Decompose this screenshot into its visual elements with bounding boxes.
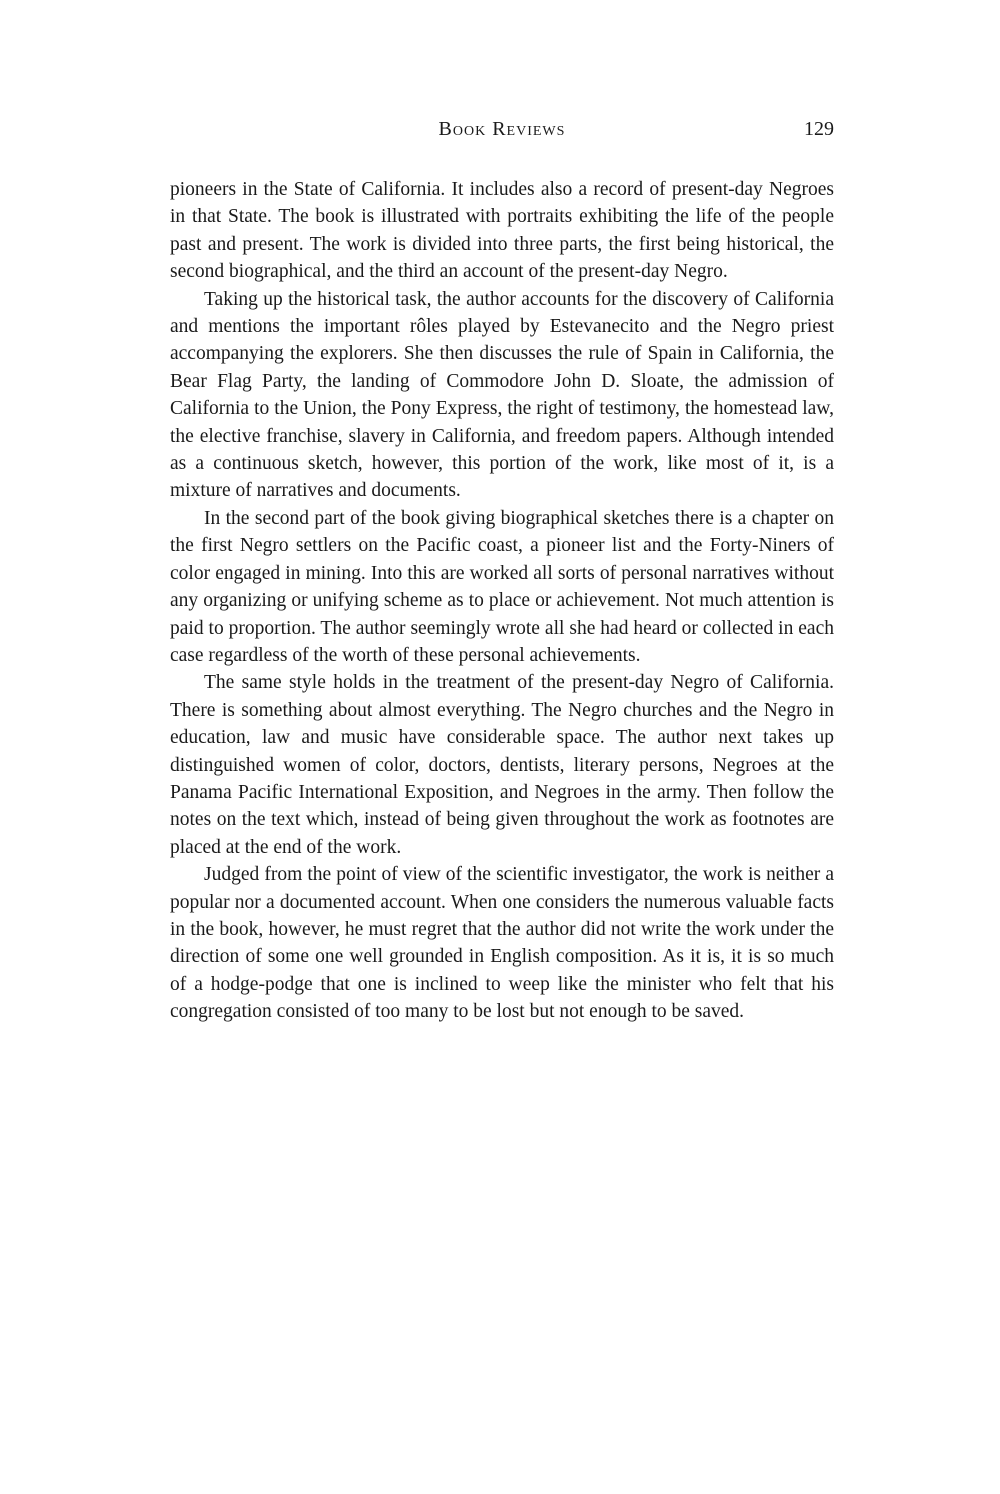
book-page <box>170 118 834 1026</box>
review-body <box>170 176 834 1026</box>
running-head: Book Reviews <box>438 118 566 140</box>
paragraph: pioneers in the State of California. It includes also a record of present-day Negroes in that State. The book is illustrated with portraits exhibiting the life of the people past and present. The work is divided into three parts, the first being historical, the second biographical, and the third an account of the present-day Negro. <box>170 179 834 283</box>
paragraph: In the second part of the book giving biographical sketches there is a chapter on the first Negro settlers on the Pacific coast, a pioneer list and the Forty-Niners of color engaged in mining. Into this are worked all sorts of personal narratives without any organizing or unifying scheme as to place or achievement. Not much attention is paid to proportion. The author seemingly wrote all she had heard or collected in each case regardless of the worth of these personal achievements. <box>170 507 834 666</box>
paragraph: Judged from the point of view of the scientific investigator, the work is neither a popular nor a documented account. When one considers the numerous valuable facts in the book, however, he must regret that the author did not write the work under the direction of some one well grounded in English composition. As it is, it is so much of a hodge-podge that one is inclined to weep like the minister who felt that his congregation consisted of too many to be lost but not enough to be saved. <box>170 864 834 1023</box>
page-header <box>170 118 834 154</box>
paragraph: The same style holds in the treatment of the present-day Negro of California. There is something about almost everything. The Negro churches and the Negro in education, law and music have considerable space. The author next takes up distinguished women of color, doctors, dentists, literary persons, Negroes at the Panama Pacific International Exposition, and Negroes in the army. Then follow the notes on the text which, instead of being given throughout the work as footnotes are placed at the end of the work. <box>170 672 834 858</box>
page-number: 129 <box>804 118 834 140</box>
paragraph: Taking up the historical task, the author accounts for the discovery of California and mentions the important rôles played by Estevanecito and the Negro priest accompanying the explorers. She then discusses the rule of Spain in California, the Bear Flag Party, the landing of Commodore John D. Sloate, the admission of California to the Union, the Pony Express, the right of testimony, the homestead law, the elective franchise, slavery in California, and freedom papers. Although intended as a continuous sketch, however, this portion of the work, like most of it, is a mixture of narratives and documents. <box>170 288 834 502</box>
